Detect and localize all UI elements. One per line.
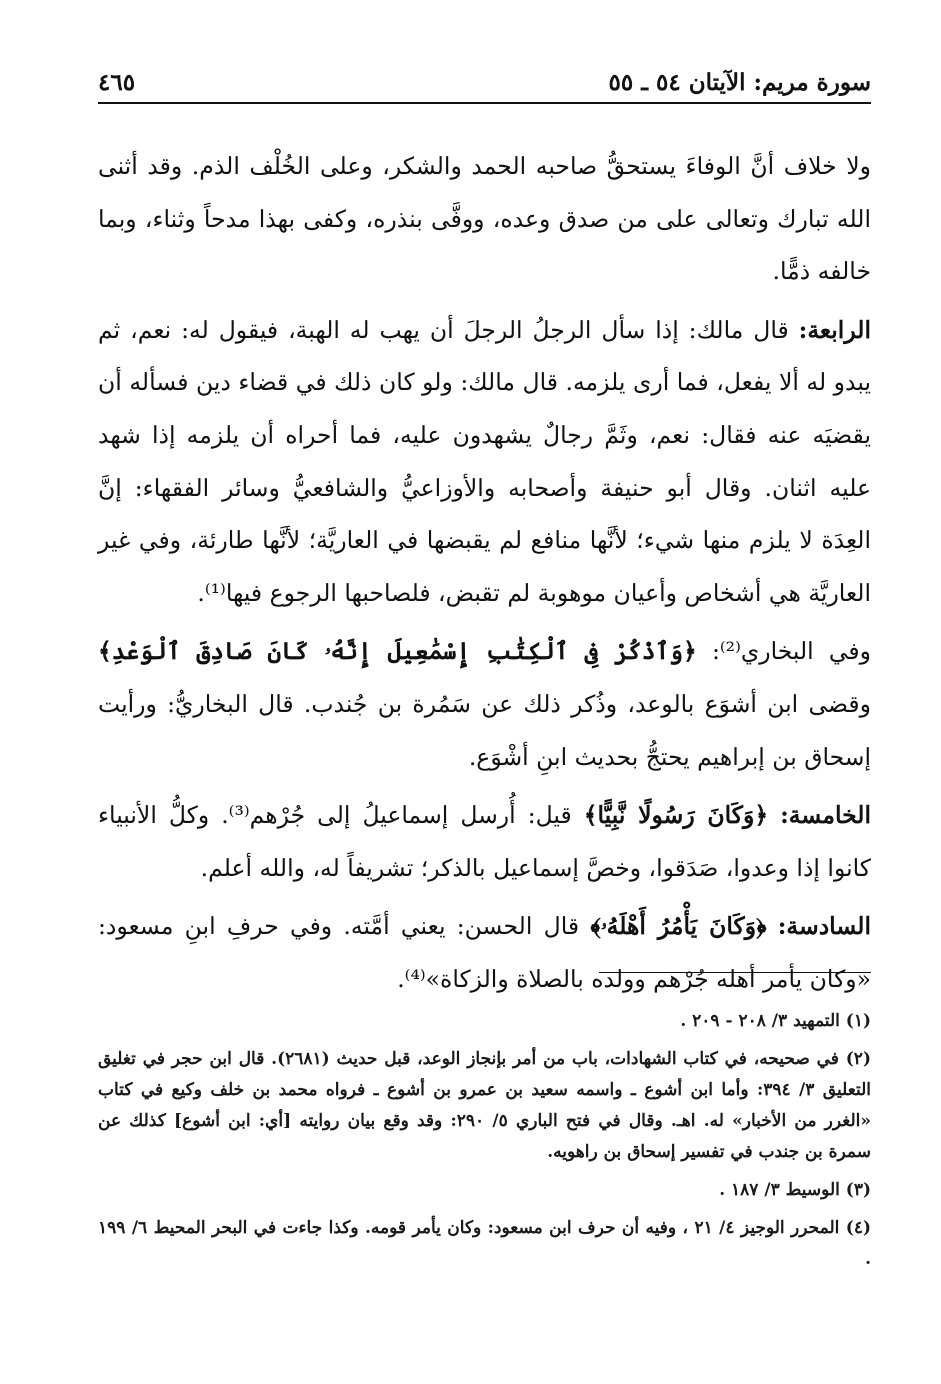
footnote-1: (١) التمهيد ٣/ ٢٠٨ - ٢٠٩ .: [680, 1011, 871, 1031]
paragraph-fifth: [98, 789, 871, 894]
paragraph-text: وقضى ابن أشوَع بالوعد، وذُكر ذلك عن سَمُرة بن جُندب. قال البخاريُّ: ورأيت إسحاق بن إبراهيم يحتجُّ بحديث ابنِ أشْوَع.: [98, 689, 871, 771]
footnote-separator: [599, 972, 871, 973]
paragraph-sixth: [98, 900, 871, 1005]
paragraph-text: قيل: أُرسل إسماعيلُ إلى جُرْهم⁽³⁾. وكلُّ الأنبياء كانوا إذا وعدوا، صَدَقوا، وخصَّ إسماعيل بالذكر؛ تشريفاً له، والله أعلم.: [98, 801, 871, 882]
section-heading: السادسة:: [777, 912, 871, 941]
paragraph-intro: [98, 140, 871, 298]
paragraph-text: ولا خلاف أنَّ الوفاءَ يستحقُّ صاحبه الحمد والشكر، وعلى الخُلْف الذم. وقد أثنى الله تبارك وتعالى على من صدق وعده، ووفَّى بنذره، وكفى بهذا مدحاً وثناء، وبما خالفه ذمًّا.: [98, 152, 871, 286]
paragraph-fourth: [98, 304, 871, 620]
paragraph-prefix: وفي البخاري⁽²⁾:: [696, 637, 871, 666]
footnote-3: (٣) الوسيط ٣/ ١٨٧ .: [719, 1180, 871, 1200]
footnote-4: (٤) المحرر الوجيز ٤/ ٢١ ، وفيه أن حرف ابن مسعود: وكان يأمر قومه. وكذا جاءت في البحر المحيط ٦/ ١٩٩ .: [98, 1218, 872, 1269]
running-title: سورة مريم: الآيتان ٥٤ ـ ٥٥: [608, 69, 871, 96]
spacer: [768, 801, 780, 829]
section-heading: الرابعة:: [798, 315, 871, 344]
paragraph-text: قال مالك: إذا سأل الرجلُ الرجلَ أن يهب له الهبة، فيقول له: نعم، ثم يبدو له ألا يفعل، فما أرى يلزمه. قال مالك: ولو كان ذلك في قضاء دين فسأله أن يقضيَه عنه فقال: نعم، وثَمَّ رجالٌ يشهدون عليه، فما أحراه أن يلزمه إذا شهد عليه اثنان. وقال أبو حنيفة وأصحابه والأوزاعيُّ والشافعيُّ وسائر الفقهاء: إنَّ العِدَة لا يلزم منها شيء؛ لأنَّها منافع لم يقبضها في العاريَّة؛ لأنَّها طارئة، وفي غير العاريَّة هي أشخاص وأعيان موهوبة لم تقبض، فلصاحبها الرجوع فيها⁽¹⁾.: [98, 315, 871, 607]
quran-verse: ﴿وَكَانَ يَأْمُرُ أَهْلَهُۥ﴾: [590, 912, 767, 941]
main-text: [98, 140, 871, 1012]
footnote-2: (٢) في صحيحه، في كتاب الشهادات، باب من أمر بإنجاز الوعد، قبل حديث (٢٦٨١). قال ابن حجر في تغليق التعليق ٣/ ٣٩٤: وأما ابن أشوع ـ واسمه سعيد بن عمرو بن أشوع ـ فرواه محمد بن خلف وكيع في كتاب «الغرر من الأخبار» له. اهـ. وقال في فتح الباري ٥/ ٢٩٠: وقد وقع بيان روايته [أي: ابن أشوع] كذلك عن سمرة بن جندب في تفسير إسحاق بن راهويه.: [98, 1049, 871, 1162]
quran-verse: ﴿وَكَانَ رَسُولًا نَّبِيًّا﴾: [583, 801, 769, 830]
quran-verse: ﴿وَٱذْكُرْ فِى ٱلْكِتَٰبِ إِسْمَٰعِيلَ إِنَّهُۥ كَانَ صَادِقَ ٱلْوَعْدِ﴾: [98, 637, 697, 666]
spacer: [766, 912, 777, 940]
paragraph-bukhari: [98, 625, 871, 783]
footnotes: [98, 1006, 871, 1282]
section-heading: الخامسة:: [780, 801, 871, 830]
page-header: [98, 66, 871, 104]
page-number: ٤٦٥: [98, 69, 136, 96]
paragraph-text: قال الحسن: يعني أمَّته. وفي حرفِ ابنِ مسعود: «وكان يأمر أهله جُرْهم وولده بالصلاة والزكاة»⁽⁴⁾.: [98, 912, 871, 993]
